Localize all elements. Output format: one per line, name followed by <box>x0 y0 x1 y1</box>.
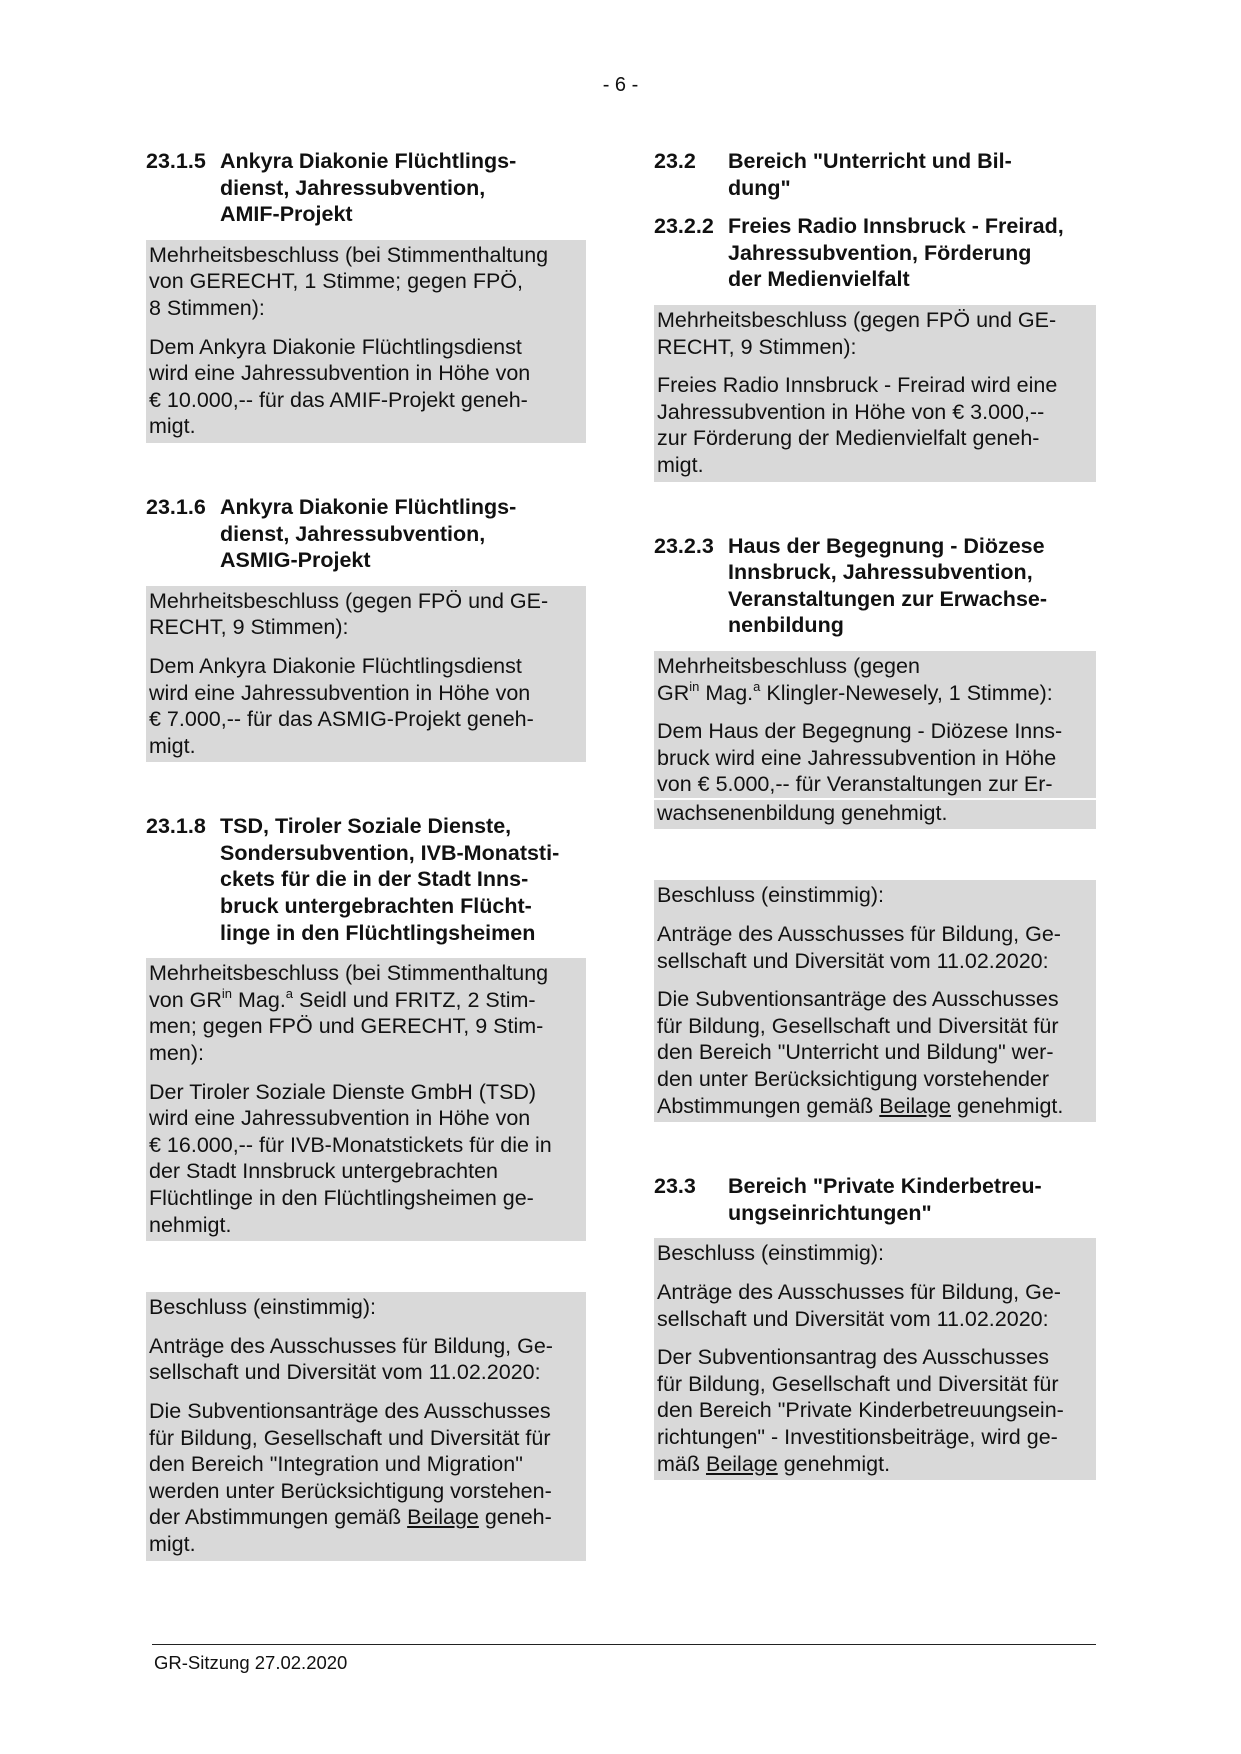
resolution-text: Die Subventionsanträge des Ausschusses für Bildung, Gesellschaft und Diversität für den Bereich "Unterricht und Bildung" wer- den unter Berücksichtigung vorstehender Abstimmungen gemäß Beilage genehmigt. <box>657 987 1064 1118</box>
title-line: dienst, Jahressubvention, <box>220 175 486 200</box>
section-title <box>728 533 1096 639</box>
section-number: 23.2 <box>654 149 696 173</box>
intro-text: Anträge des Ausschusses für Bildung, Ge- sellschaft und Diversität vom 11.02.2020: <box>149 1333 553 1385</box>
title-line: AMIF-Projekt <box>220 202 353 227</box>
resolution-text: Der Tiroler Soziale Dienste GmbH (TSD) wird eine Jahressubvention in Höhe von € 16.000,-- für IVB-Monatstickets für die in der Stadt Innsbruck untergebrachten Flüchtlinge in den Flüchtlingsheimen ge- nehmigt. <box>149 1079 552 1237</box>
title-line: dung" <box>728 175 791 200</box>
title-line: Freies Radio Innsbruck - Freirad, <box>728 214 1064 239</box>
title-line: Innsbruck, Jahressubvention, <box>728 560 1033 585</box>
section-title <box>728 148 1096 201</box>
final-resolution-box <box>654 880 1096 1122</box>
title-line: Sondersubvention, IVB-Monatsti- <box>220 840 560 865</box>
resolution-text: Freies Radio Innsbruck - Freirad wird eine Jahressubvention in Höhe von € 3.000,-- zur Förderung der Medienvielfalt geneh- migt. <box>657 373 1058 477</box>
resolution-text: Die Subventionsanträge des Ausschusses für Bildung, Gesellschaft und Diversität für den Bereich "Integration und Migration" werden unter Berücksichtigung vorstehen- der Abstimmungen gemäß Beilage geneh- migt. <box>149 1398 552 1556</box>
beilage-link[interactable]: Beilage <box>705 1451 778 1476</box>
title-line: Haus der Begegnung - Diözese <box>728 533 1045 558</box>
final-resolution-box <box>146 1292 586 1560</box>
resolution-text: Dem Haus der Begegnung - Diözese Inns- bruck wird eine Jahressubvention in Höhe von € 5.000,-- für Veranstaltungen zur Er- <box>657 719 1063 797</box>
resolution-text: Dem Ankyra Diakonie Flüchtlingsdienst wird eine Jahressubvention in Höhe von € 7.000,-- für das ASMIG-Projekt geneh- migt. <box>149 653 534 758</box>
resolution-box <box>146 240 586 443</box>
section-heading-23-1-5 <box>146 148 586 228</box>
section-title <box>728 213 1096 293</box>
title-line: nenbildung <box>728 613 844 638</box>
title-line: Ankyra Diakonie Flüchtlings- <box>220 494 517 519</box>
section-heading-23-3 <box>654 1173 1096 1226</box>
section-heading-23-1-8 <box>146 813 586 946</box>
title-line: ungseinrichtungen" <box>728 1200 932 1225</box>
section-heading-23-2 <box>654 148 1096 201</box>
section-number: 23.1.6 <box>146 494 206 519</box>
title-line: Bereich "Unterricht und Bil- <box>728 149 1012 173</box>
intro-text: Anträge des Ausschusses für Bildung, Ge- sellschaft und Diversität vom 11.02.2020: <box>657 922 1061 973</box>
vote-text: Beschluss (einstimmig): <box>657 1241 884 1266</box>
resolution-text-end: wachsenenbildung genehmigt. <box>657 800 948 825</box>
footer-divider <box>152 1644 1096 1645</box>
left-column <box>146 148 586 1561</box>
section-title <box>220 148 586 228</box>
title-line: ckets für die in der Stadt Inns- <box>220 867 529 892</box>
beilage-link[interactable]: Beilage <box>407 1505 479 1530</box>
page-number: - 6 - <box>602 74 639 96</box>
section-number: 23.2.2 <box>654 214 714 239</box>
section-number: 23.1.8 <box>146 814 206 839</box>
title-line: dienst, Jahressubvention, <box>220 521 486 546</box>
vote-text: Mehrheitsbeschluss (gegen FPÖ und GE- RECHT, 9 Stimmen): <box>657 307 1057 359</box>
section-title <box>220 494 586 574</box>
vote-text: Mehrheitsbeschluss (bei Stimmenthaltung von $GR^{in}$ Mag.$^a$ Seidl und FRITZ, 2 Stim- men; gegen FPÖ und GERECHT, 9 Stim- men): <box>149 961 549 1066</box>
section-heading-23-2-3 <box>654 533 1096 639</box>
section-number: 23.2.3 <box>654 533 714 558</box>
title-line: TSD, Tiroler Soziale Dienste, <box>220 814 512 839</box>
title-line: Jahressubvention, Förderung <box>728 240 1032 265</box>
footer-text: GR-Sitzung 27.02.2020 <box>154 1652 348 1673</box>
intro-text: Anträge des Ausschusses für Bildung, Ge- sellschaft und Diversität vom 11.02.2020: <box>657 1280 1061 1331</box>
vote-text: Beschluss (einstimmig): <box>149 1295 376 1320</box>
title-line: Veranstaltungen zur Erwachse- <box>728 586 1048 611</box>
resolution-box-continued <box>654 800 1096 830</box>
title-line: linge in den Flüchtlingsheimen <box>220 920 536 945</box>
resolution-text: Der Subventionsantrag des Ausschusses für Bildung, Gesellschaft und Diversität für den Bereich "Private Kinderbetreuungsein- richtungen" - Investitionsbeiträge, wird ge- mäß Beilage genehmigt. <box>657 1345 1064 1476</box>
resolution-box <box>654 651 1096 798</box>
title-line: bruck untergebrachten Flücht- <box>220 894 532 919</box>
resolution-box <box>146 586 586 763</box>
vote-text: Beschluss (einstimmig): <box>657 883 884 908</box>
resolution-box <box>654 305 1096 482</box>
section-title <box>728 1173 1096 1226</box>
vote-text: Mehrheitsbeschluss (gegen $GR^{in}$ Mag.$^a$ Klingler-Newesely, 1 Stimme): <box>657 653 1053 705</box>
title-line: Ankyra Diakonie Flüchtlings- <box>220 149 517 173</box>
section-title <box>220 813 586 946</box>
vote-text: Mehrheitsbeschluss (gegen FPÖ und GE- RECHT, 9 Stimmen): <box>149 588 549 640</box>
beilage-link[interactable]: Beilage <box>879 1093 951 1118</box>
section-number: 23.3 <box>654 1174 696 1199</box>
section-number: 23.1.5 <box>146 149 206 173</box>
section-heading-23-2-2 <box>654 213 1096 293</box>
title-line: Bereich "Private Kinderbetreu- <box>728 1174 1042 1199</box>
title-line: der Medienvielfalt <box>728 267 910 292</box>
resolution-text: Dem Ankyra Diakonie Flüchtlingsdienst wird eine Jahressubvention in Höhe von € 10.000,-- für das AMIF-Projekt geneh- migt. <box>149 334 531 439</box>
section-heading-23-1-6 <box>146 494 586 574</box>
resolution-box <box>146 958 586 1241</box>
right-column <box>654 148 1096 1480</box>
vote-text: Mehrheitsbeschluss (bei Stimmenthaltung von GERECHT, 1 Stimme; gegen FPÖ, 8 Stimmen): <box>149 242 549 320</box>
title-line: ASMIG-Projekt <box>220 548 371 573</box>
final-resolution-box <box>654 1238 1096 1480</box>
